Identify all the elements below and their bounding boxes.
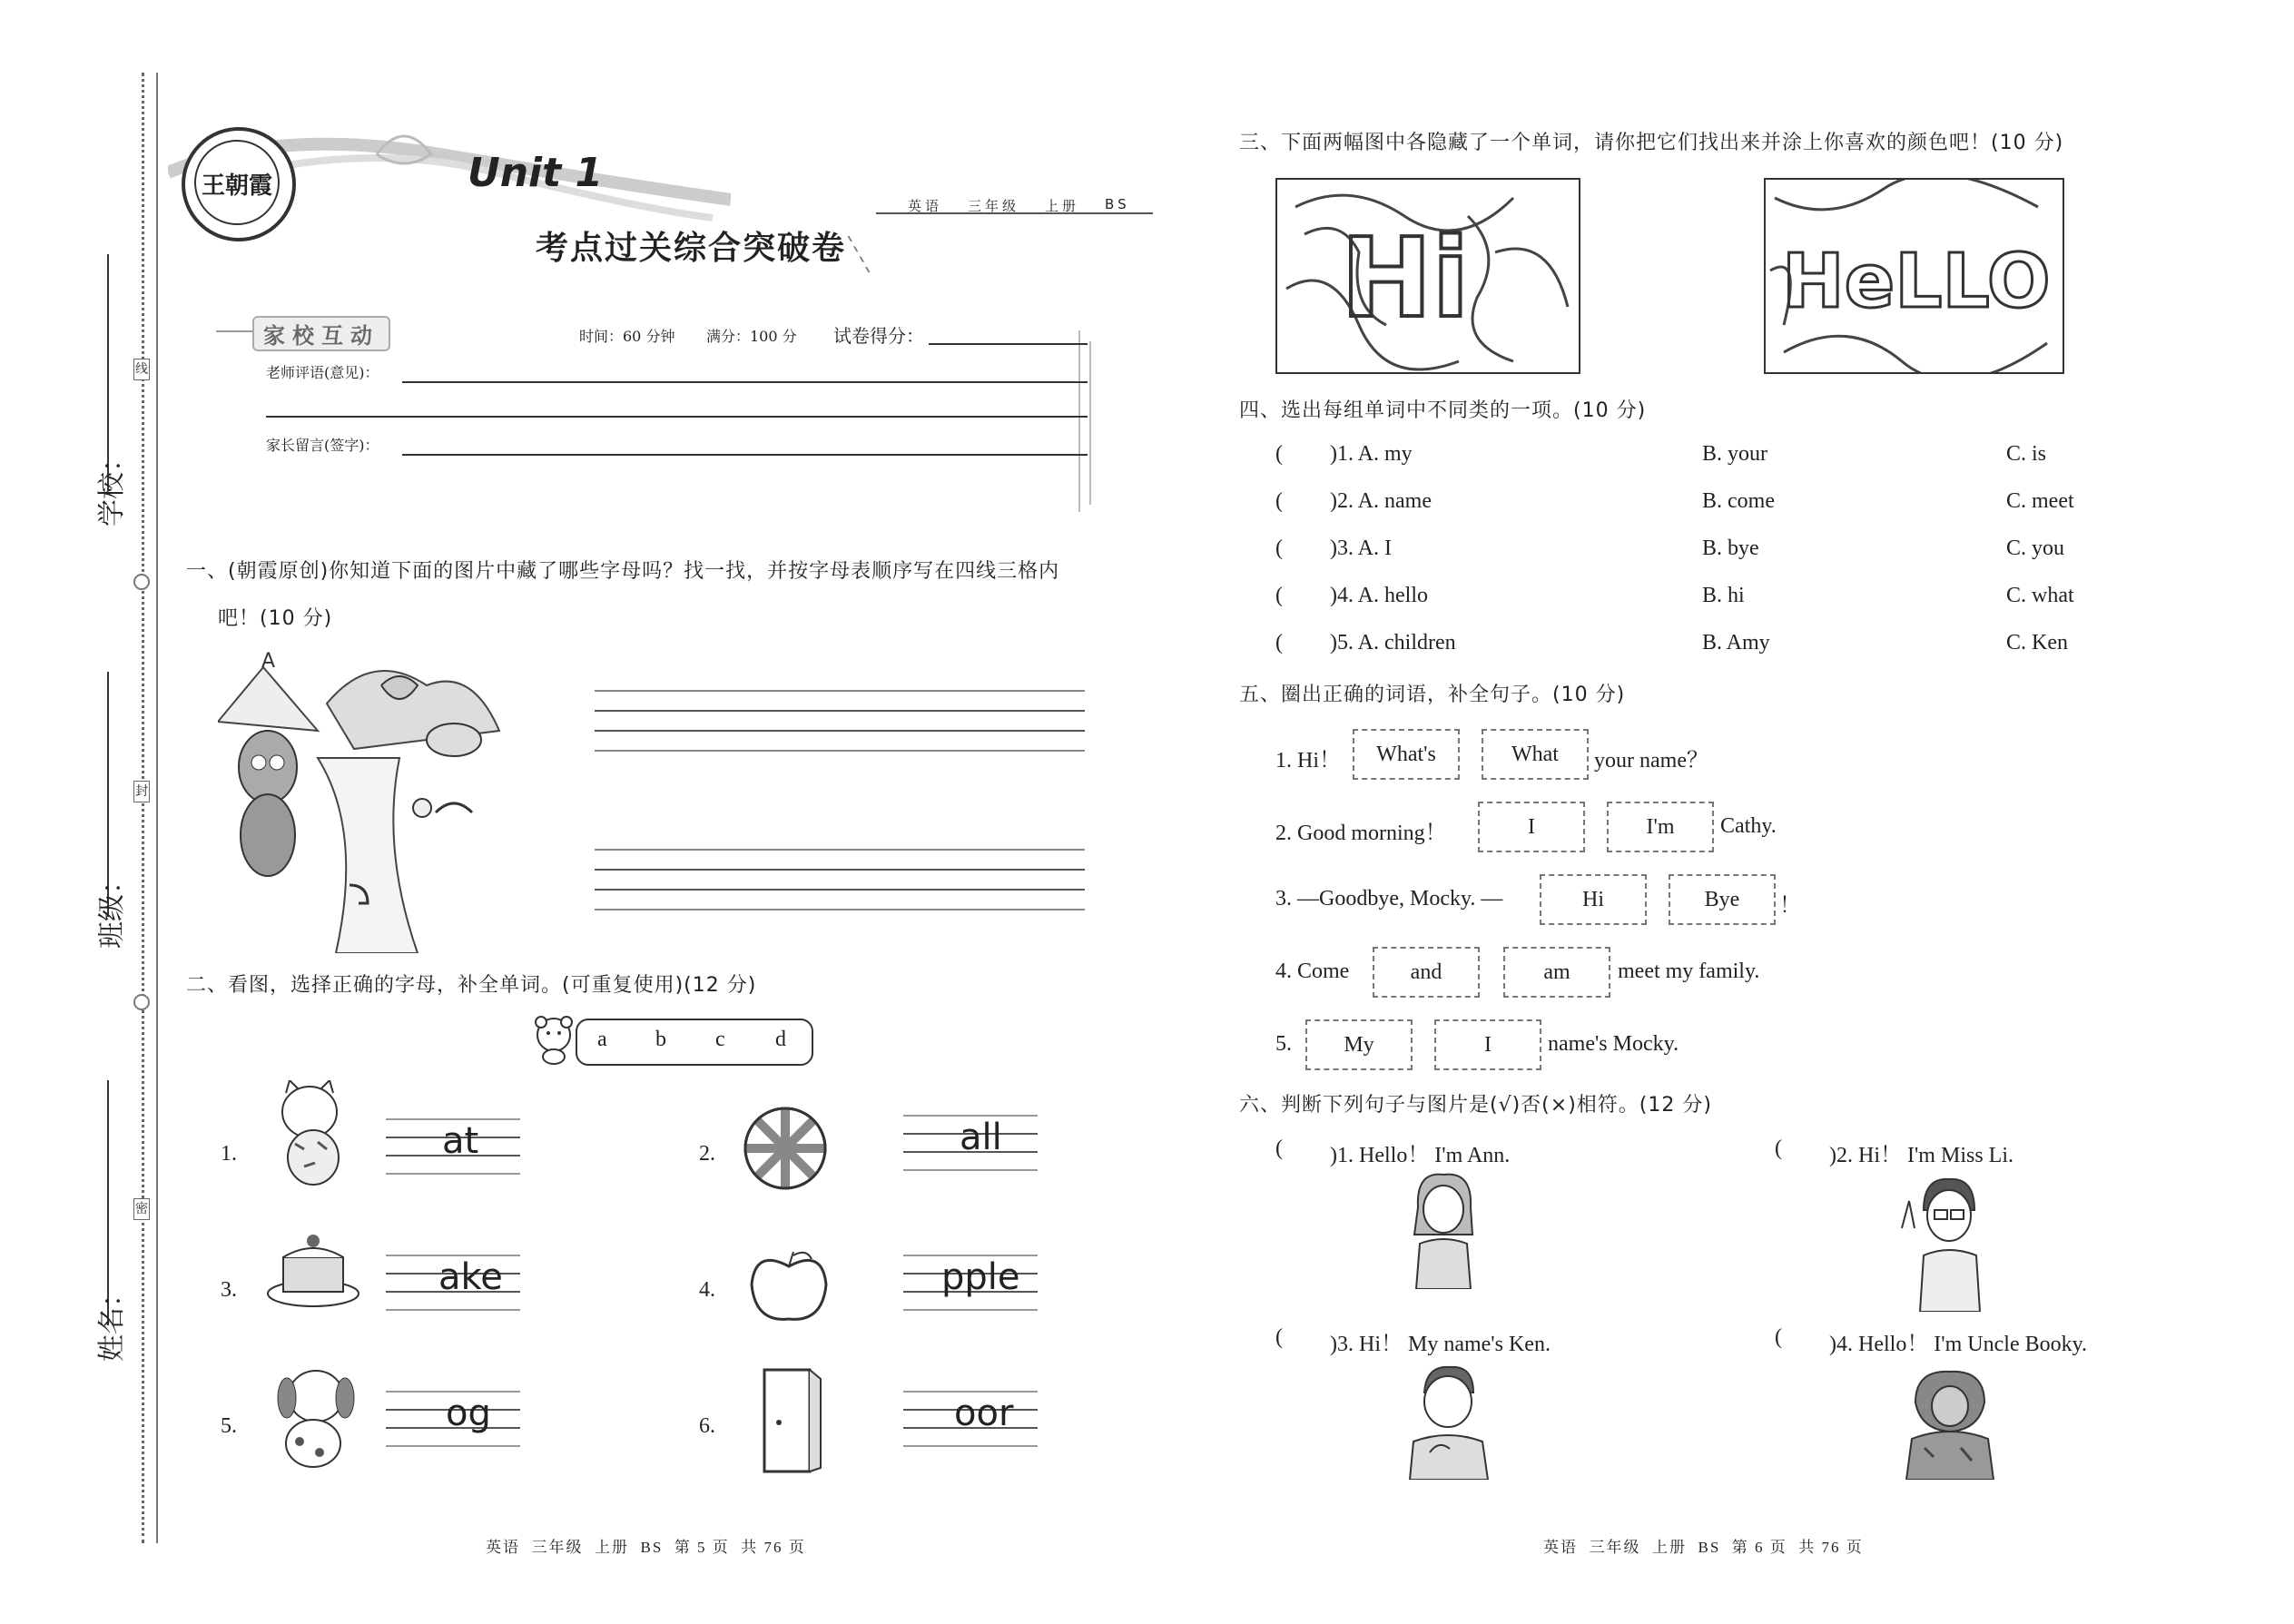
q2-item-number: 3. [221,1278,237,1302]
letter-choice-box [576,1019,813,1066]
cat-icon [268,1080,351,1187]
footer-left-page: 英语 三年级 上册 BS 第 5 页 共 76 页 [486,1539,806,1556]
q5-option[interactable]: and [1373,947,1480,998]
cake-icon [263,1230,363,1312]
four-line-word-6[interactable] [903,1391,1038,1447]
q5-row-5-prefix: 5. [1275,1032,1292,1056]
cut-line [156,73,158,1543]
four-line-grid-1[interactable] [595,690,1085,752]
q4-rows: ( )1. A. my B. your C. is ( )2. A. name B. come C. meet ( )3. A. I B. bye C. you ( )4. A. hello B. hi C. what ( )5. A. children B. Amy C. Ken [1275,442,2074,655]
four-line-word-2[interactable] [903,1115,1038,1171]
q5-row-5-suffix: name's Mocky. [1548,1032,1679,1056]
binding-hole-icon [133,574,150,590]
q2-word: oor [954,1393,1014,1434]
home-school-label: 家校互动 [252,316,390,351]
uncle-booky-icon [1897,1366,2002,1480]
full-score: 满分：100 分 [706,328,797,345]
letter-choice-b: b [655,1028,666,1051]
q4-heading: 四、选出每组单词中不同类的一项。(10 分) [1239,399,1647,422]
puzzle-word-hi: Hi [1341,216,1470,342]
q2-word: ake [438,1256,503,1298]
logo-seal: 王朝霞 [182,127,296,241]
seal-mark-mi: 密 [133,1198,150,1220]
score-field[interactable] [929,343,1088,345]
class-label: 班级： [96,867,128,949]
q5-row-2-prefix: 2. Good morning！ [1275,822,1447,845]
letter-choice-d: d [775,1028,786,1051]
q2-word: pple [941,1256,1020,1298]
binding-hole-icon [133,994,150,1010]
q5-option[interactable]: am [1503,947,1610,998]
unit-title: Unit 1 [468,150,604,196]
home-school-box [216,305,1115,505]
name-label: 姓名： [96,1280,128,1362]
four-line-word-1[interactable] [386,1118,520,1175]
paper-title: 考点过关综合突破卷 [536,229,847,267]
q5-option[interactable]: I'm [1607,802,1714,852]
q5-option[interactable]: Hi [1540,874,1647,925]
teacher-comment-label: 老师评语(意见)： [266,364,379,381]
tag-volume: 上册 [1045,198,1080,214]
q6-item-3[interactable]: )3. Hi！ My name's Ken. [1330,1333,1551,1356]
q4-row-2[interactable]: )2. A. name [1330,489,1432,513]
tag-subject: 英语 [908,198,943,214]
q2-item-number: 6. [699,1414,715,1438]
hidden-word-puzzle-hello [1764,178,2064,374]
q5-row-2-suffix: Cathy. [1720,814,1777,838]
q4-row-4[interactable]: )4. A. hello [1330,584,1428,607]
letter-choice-a: a [597,1028,607,1051]
miss-li-icon [1893,1174,1994,1312]
q4-row-5[interactable]: )5. A. children [1330,631,1456,655]
puzzle-word-hello: HeLLO [1782,239,2051,325]
q2-item-number: 1. [221,1142,237,1166]
q5-option[interactable]: I [1478,802,1585,852]
q5-row-4-prefix: 4. Come [1275,960,1350,983]
subject-tags [908,196,1130,215]
q5-row-4-suffix: meet my family. [1618,960,1760,983]
q2-item-number: 2. [699,1142,715,1166]
door-icon [761,1366,824,1475]
time-limit: 时间：60 分钟 [579,328,675,345]
q2-heading: 二、看图，选择正确的字母，补全单词。(可重复使用)(12 分) [186,974,757,997]
seal-mark-xian: 线 [133,359,150,380]
q1-heading-line2: 吧！(10 分) [218,607,333,630]
q1-heading: 一、(朝霞原创)你知道下面的图片中藏了哪些字母吗？找一找，并按字母表顺序写在四线三格内 [186,560,1060,583]
q5-option[interactable]: What's [1353,729,1460,780]
q5-option[interactable]: Bye [1669,874,1776,925]
q6-item-4[interactable]: )4. Hello！ I'm Uncle Booky. [1829,1333,2088,1356]
q5-row-1-suffix: your name？ [1594,749,1708,773]
tag-edition: BS [1105,196,1130,212]
four-line-grid-2[interactable] [595,849,1085,910]
q2-item-number: 5. [221,1414,237,1438]
letter-choice-c: c [715,1028,725,1051]
seal-mark-feng: 封 [133,781,150,802]
tag-grade: 三年级 [968,198,1020,214]
dog-icon [263,1362,363,1471]
four-line-word-5[interactable] [386,1391,520,1447]
parent-comment-field[interactable] [402,454,1088,456]
q5-row-3-suffix: ！ [1779,894,1801,918]
q5-heading: 五、圈出正确的词语，补全句子。(10 分) [1239,684,1626,706]
bear-mascot-icon [532,1015,576,1065]
hidden-letters-picture [218,649,508,953]
ball-icon [743,1106,829,1192]
q4-row-1[interactable]: )1. A. my [1330,442,1413,466]
svg-text:A: A [261,650,276,673]
boy-ken-icon [1393,1362,1502,1480]
four-line-word-4[interactable] [903,1255,1038,1311]
hidden-word-puzzle-hi [1275,178,1580,374]
q5-option[interactable]: I [1434,1019,1541,1070]
q2-word: all [960,1117,1002,1158]
q2-word: og [446,1393,491,1434]
apple-icon [746,1248,832,1323]
q5-option[interactable]: My [1305,1019,1413,1070]
q4-row-3[interactable]: )3. A. I [1330,536,1392,560]
q6-item-1[interactable]: )1. Hello！ I'm Ann. [1330,1144,1511,1167]
score-label: 试卷得分： [833,325,924,347]
q6-item-2[interactable]: )2. Hi！ I'm Miss Li. [1829,1144,2013,1167]
parent-comment-label: 家长留言(签字)： [266,437,379,454]
q2-word: at [442,1120,479,1162]
girl-ann-icon [1398,1171,1489,1289]
q2-item-number: 4. [699,1278,715,1302]
q3-heading: 三、下面两幅图中各隐藏了一个单词，请你把它们找出来并涂上你喜欢的颜色吧！(10 分) [1239,132,2064,154]
teacher-comment-field[interactable] [402,381,1088,383]
four-line-word-3[interactable] [386,1255,520,1311]
q5-option[interactable]: What [1482,729,1589,780]
footer-right-page: 英语 三年级 上册 BS 第 6 页 共 76 页 [1543,1539,1864,1556]
fold-line [142,73,144,1543]
q6-heading: 六、判断下列句子与图片是(√)否(×)相符。(12 分) [1239,1094,1712,1117]
q5-row-3-prefix: 3. —Goodbye, Mocky. — [1275,887,1503,910]
q5-row-1-prefix: 1. Hi！ [1275,749,1341,773]
teacher-comment-field-line2[interactable] [266,416,1088,418]
school-label: 学校： [96,445,128,527]
